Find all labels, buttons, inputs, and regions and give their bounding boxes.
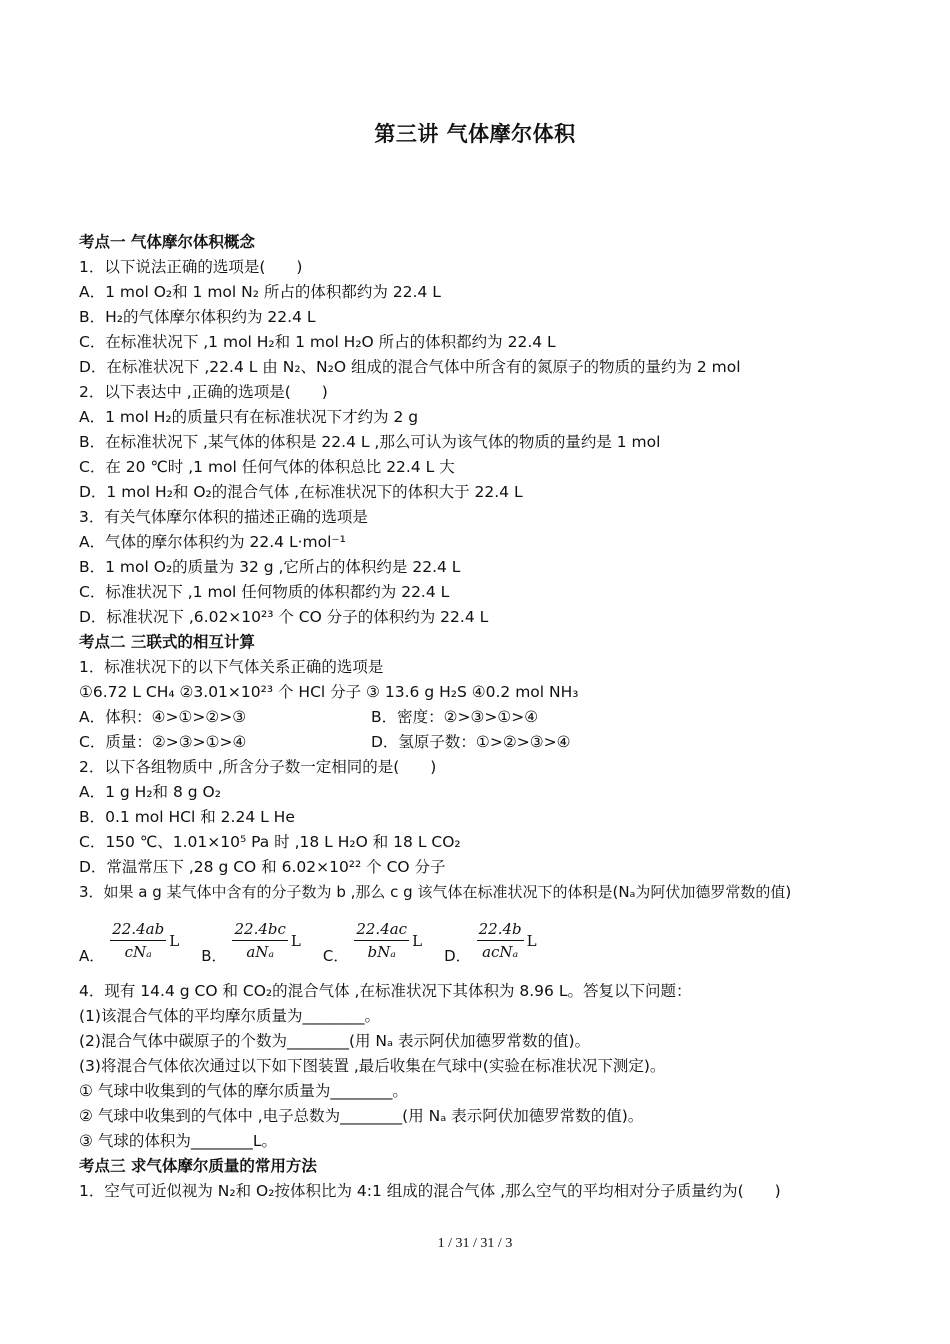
unit: L <box>290 931 301 950</box>
q4-line: 4．现有 14.4 g CO 和 CO₂的混合气体 ,在标准状况下其体积为 8.96 L。答复以下问题： <box>79 982 692 1000</box>
page-number: 1 / 31 / 31 / 3 <box>437 1236 513 1251</box>
q1-options-row <box>79 705 879 730</box>
fraction <box>232 920 287 961</box>
q1-items: ①6.72 L CH₄ ②3.01×10²³ 个 HCl 分子 ③ 13.6 g H₂S ④0.2 mol NH₃ <box>79 683 579 701</box>
option-label: A． <box>79 947 105 965</box>
q1-options-row <box>79 730 879 755</box>
q2-line: C．150 ℃、1.01×10⁵ Pa 时 ,18 L H₂O 和 18 L CO₂ <box>79 833 461 851</box>
q2-line: B．0.1 mol HCl 和 2.24 L He <box>79 808 295 826</box>
q1-stem: 1．标准状况下的以下气体关系正确的选项是 <box>79 658 384 676</box>
q4-line: (3)将混合气体依次通过以下如下图装置 ,最后收集在气球中(实验在标准状况下测定)。 <box>79 1057 666 1075</box>
section3-heading: 考点三 求气体摩尔质量的常用方法 <box>79 1157 317 1175</box>
q3-option-c <box>323 920 422 965</box>
s1-line: D．在标准状况下 ,22.4 L 由 N₂、N₂O 组成的混合气体中所含有的氮原子的物质的量约为 2 mol <box>79 358 741 376</box>
s1-line: C．在标准状况下 ,1 mol H₂和 1 mol H₂O 所占的体积都约为 22.4 L <box>79 333 556 351</box>
s1-line: A．1 mol H₂的质量只有在标准状况下才约为 2 g <box>79 408 419 426</box>
fraction <box>477 920 524 961</box>
q1-option: D．氢原子数：①>②>③>④ <box>371 733 571 751</box>
q4-line: ① 气球中收集到的气体的摩尔质量为________。 <box>79 1082 408 1100</box>
unit: L <box>526 931 537 950</box>
content <box>79 230 879 1204</box>
q1-option: B．密度：②>③>①>④ <box>371 708 539 726</box>
option-label: B． <box>201 947 227 965</box>
s1-line: 3．有关气体摩尔体积的描述正确的选项是 <box>79 508 368 526</box>
s1-line: C．在 20 ℃时 ,1 mol 任何气体的体积总比 22.4 L 大 <box>79 458 455 476</box>
unit: L <box>169 931 180 950</box>
s1-line: D．1 mol H₂和 O₂的混合气体 ,在标准状况下的体积大于 22.4 L <box>79 483 523 501</box>
q2-line: D．常温常压下 ,28 g CO 和 6.02×10²² 个 CO 分子 <box>79 858 446 876</box>
unit: L <box>412 931 423 950</box>
numerator: 22.4ab <box>110 920 166 941</box>
fraction <box>110 920 166 961</box>
section1-heading: 考点一 气体摩尔体积概念 <box>79 233 255 251</box>
page-title: 第三讲 气体摩尔体积 <box>374 122 576 146</box>
denominator: bNₐ <box>367 943 396 961</box>
q3-stem: 3．如果 a g 某气体中含有的分子数为 b ,那么 c g 该气体在标准状况下的体积是(Nₐ为阿伏加德罗常数的值) <box>79 883 792 901</box>
option-label: C． <box>322 947 349 965</box>
s1-line: 1．以下说法正确的选项是( ) <box>79 258 303 276</box>
fraction <box>354 920 409 961</box>
q1-option: A．体积：④>①>②>③ <box>79 708 247 726</box>
s1-line: B．1 mol O₂的质量为 32 g ,它所占的体积约是 22.4 L <box>79 558 461 576</box>
numerator: 22.4b <box>477 920 524 941</box>
q3-option-d <box>444 920 537 965</box>
q4-line: ② 气球中收集到的气体中 ,电子总数为________(用 Nₐ 表示阿伏加德罗常数的值)。 <box>79 1107 644 1125</box>
q4-line: ③ 气球的体积为________L。 <box>79 1132 277 1150</box>
q3-option-a <box>79 920 179 965</box>
q3-option-b <box>201 920 301 965</box>
denominator: acNₐ <box>482 943 519 961</box>
s1-line: B．在标准状况下 ,某气体的体积是 22.4 L ,那么可认为该气体的物质的量约是 1 mol <box>79 433 661 451</box>
q1-option: C．质量：②>③>①>④ <box>79 733 247 751</box>
denominator: aNₐ <box>246 943 275 961</box>
q2-line: 2．以下各组物质中 ,所含分子数一定相同的是( ) <box>79 758 437 776</box>
s1-line: 2．以下表达中 ,正确的选项是( ) <box>79 383 328 401</box>
q2-line: A．1 g H₂和 8 g O₂ <box>79 783 221 801</box>
option-label: D． <box>444 947 471 965</box>
q4-line: (1)该混合气体的平均摩尔质量为________。 <box>79 1007 380 1025</box>
spacer <box>79 965 879 979</box>
s1-line: B．H₂的气体摩尔体积约为 22.4 L <box>79 308 316 326</box>
q3-fraction-options <box>79 907 879 965</box>
s1-line: D．标准状况下 ,6.02×10²³ 个 CO 分子的体积约为 22.4 L <box>79 608 489 626</box>
q4-line: (2)混合气体中碳原子的个数为________(用 Nₐ 表示阿伏加德罗常数的值)。 <box>79 1032 591 1050</box>
s1-line: C．标准状况下 ,1 mol 任何物质的体积都约为 22.4 L <box>79 583 450 601</box>
numerator: 22.4bc <box>232 920 287 941</box>
s3-line: 1．空气可近似视为 N₂和 O₂按体积比为 4:1 组成的混合气体 ,那么空气的平均相对分子质量约为( ) <box>79 1182 781 1200</box>
numerator: 22.4ac <box>354 920 409 941</box>
s1-line: A．1 mol O₂和 1 mol N₂ 所占的体积都约为 22.4 L <box>79 283 441 301</box>
section2-heading: 考点二 三联式的相互计算 <box>79 633 255 651</box>
denominator: cNₐ <box>124 943 152 961</box>
s1-line: A．气体的摩尔体积约为 22.4 L·mol⁻¹ <box>79 533 346 551</box>
